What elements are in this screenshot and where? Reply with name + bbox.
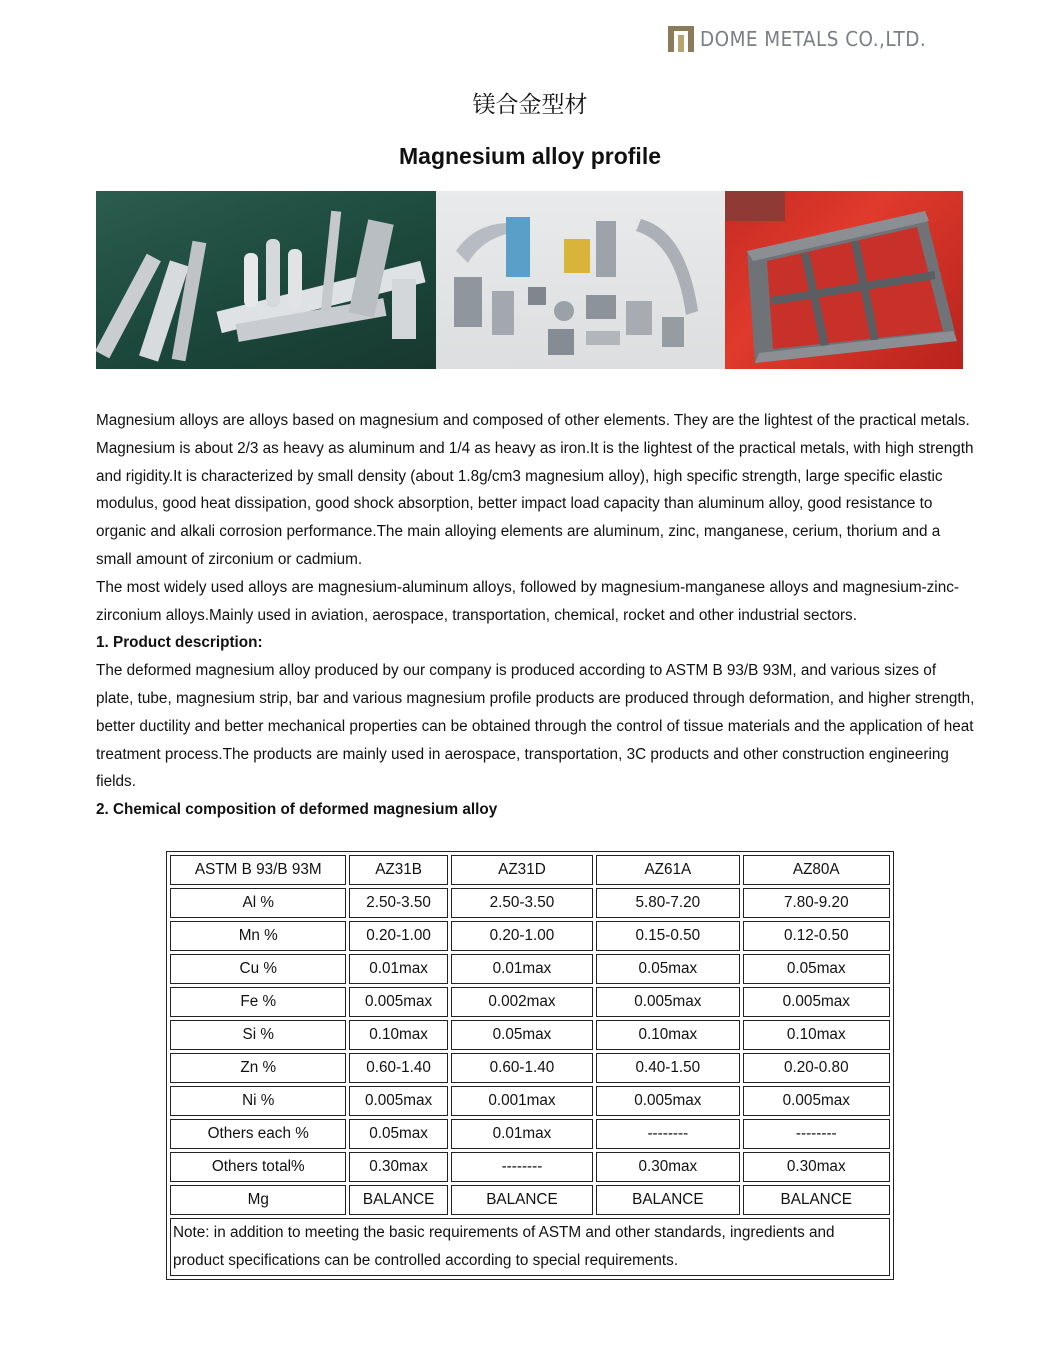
table-cell: 7.80-9.20 <box>743 888 890 918</box>
section-heading-product-description: 1. Product description: <box>96 634 263 652</box>
table-row <box>170 1086 890 1116</box>
logo-mark-icon <box>668 26 694 52</box>
table-row <box>170 921 890 951</box>
table-cell: BALANCE <box>349 1185 447 1215</box>
document-body <box>96 407 976 824</box>
table-cell: Mn % <box>170 921 346 951</box>
table-cell: -------- <box>451 1152 593 1182</box>
table-cell: Cu % <box>170 954 346 984</box>
company-logo <box>668 26 946 52</box>
table-cell: 0.05max <box>743 954 890 984</box>
table-cell: Fe % <box>170 987 346 1017</box>
photo-magnesium-frame <box>725 191 963 369</box>
table-cell: 0.001max <box>451 1086 593 1116</box>
table-row <box>170 888 890 918</box>
table-cell: 0.01max <box>451 1119 593 1149</box>
table-header-cell: AZ31B <box>349 855 447 885</box>
section-heading-chemical-composition: 2. Chemical composition of deformed magnesium alloy <box>96 801 498 819</box>
chemical-composition-table <box>166 851 894 1280</box>
table-cell: 0.002max <box>451 987 593 1017</box>
table-row <box>170 1152 890 1182</box>
table-header-row <box>170 855 890 885</box>
table-header-cell: AZ61A <box>596 855 739 885</box>
table-cell: 0.12-0.50 <box>743 921 890 951</box>
photo-magnesium-bars-tubes <box>96 191 436 369</box>
table-row <box>170 1053 890 1083</box>
table-header-cell: ASTM B 93/B 93M <box>170 855 346 885</box>
table-note-row <box>170 1218 890 1276</box>
table-row <box>170 1020 890 1050</box>
table-cell: 0.005max <box>743 1086 890 1116</box>
product-photos <box>96 191 963 369</box>
table-row <box>170 1119 890 1149</box>
table-cell: Si % <box>170 1020 346 1050</box>
table-cell: Ni % <box>170 1086 346 1116</box>
table-cell: 0.30max <box>743 1152 890 1182</box>
table-cell: 0.60-1.40 <box>349 1053 447 1083</box>
company-name: DOME METALS CO.,LTD. <box>700 27 927 51</box>
photo-extruded-profiles <box>436 191 725 369</box>
table-cell: 0.20-1.00 <box>451 921 593 951</box>
table-cell: BALANCE <box>596 1185 739 1215</box>
table-cell: 0.10max <box>743 1020 890 1050</box>
table-cell: 5.80-7.20 <box>596 888 739 918</box>
paragraph-usage: The most widely used alloys are magnesium-aluminum alloys, followed by magnesium-manganese alloys and magnesium-zinc-zirconium alloys.Mainly used in aviation, aerospace, transportation, chemical, rocket and other industrial sectors. <box>96 578 959 624</box>
table-note: Note: in addition to meeting the basic requirements of ASTM and other standards, ingredients and product specifications can be controlled according to special requirements. <box>170 1218 890 1276</box>
table-cell: -------- <box>596 1119 739 1149</box>
table-cell: Mg <box>170 1185 346 1215</box>
table-cell: 2.50-3.50 <box>349 888 447 918</box>
table-header-cell: AZ31D <box>451 855 593 885</box>
paragraph-product-description: The deformed magnesium alloy produced by our company is produced according to ASTM B 93/B 93M, and various sizes of plate, tube, magnesium strip, bar and various magnesium profile products are produced through deformation, and higher strength, better ductility and better mechanical properties can be obtained through the control of tissue materials and the application of heat treatment process.The products are mainly used in aerospace, transportation, 3C products and other construction engineering fields. <box>96 662 975 791</box>
table-cell: 0.005max <box>743 987 890 1017</box>
table-row <box>170 1185 890 1215</box>
table-cell: Al % <box>170 888 346 918</box>
table-cell: Zn % <box>170 1053 346 1083</box>
table-cell: 0.10max <box>349 1020 447 1050</box>
table-cell: 0.40-1.50 <box>596 1053 739 1083</box>
table-cell: BALANCE <box>451 1185 593 1215</box>
table-cell: 0.10max <box>596 1020 739 1050</box>
paragraph-intro: Magnesium alloys are alloys based on magnesium and composed of other elements. They are the lightest of the practical metals. Magnesium is about 2/3 as heavy as aluminum and 1/4 as heavy as iron.It is the lightest of the practical metals, with high strength and rigidity.It is characterized by small density (about 1.8g/cm3 magnesium alloy), high specific strength, large specific elastic modulus, good heat dissipation, good shock absorption, better impact load capacity than aluminum alloy, good resistance to organic and alkali corrosion performance.The main alloying elements are aluminum, zinc, manganese, cerium, thorium and a small amount of zirconium or cadmium. <box>96 412 974 568</box>
table-cell: -------- <box>743 1119 890 1149</box>
table-cell: 0.05max <box>596 954 739 984</box>
table-cell: 0.30max <box>596 1152 739 1182</box>
table-cell: Others each % <box>170 1119 346 1149</box>
table-cell: 0.05max <box>451 1020 593 1050</box>
table-row <box>170 987 890 1017</box>
table-cell: 2.50-3.50 <box>451 888 593 918</box>
table-cell: 0.60-1.40 <box>451 1053 593 1083</box>
table-cell: BALANCE <box>743 1185 890 1215</box>
table-cell: 0.20-0.80 <box>743 1053 890 1083</box>
table-cell: Others total% <box>170 1152 346 1182</box>
table-cell: 0.005max <box>349 1086 447 1116</box>
table-cell: 0.15-0.50 <box>596 921 739 951</box>
table-cell: 0.30max <box>349 1152 447 1182</box>
table-cell: 0.01max <box>349 954 447 984</box>
table-cell: 0.005max <box>349 987 447 1017</box>
table-cell: 0.005max <box>596 987 739 1017</box>
title-chinese: 镁合金型材 <box>472 92 588 118</box>
table-cell: 0.20-1.00 <box>349 921 447 951</box>
table-cell: 0.005max <box>596 1086 739 1116</box>
table-cell: 0.05max <box>349 1119 447 1149</box>
page-title: Magnesium alloy profile <box>399 143 661 169</box>
table-header-cell: AZ80A <box>743 855 890 885</box>
table-row <box>170 954 890 984</box>
table-cell: 0.01max <box>451 954 593 984</box>
